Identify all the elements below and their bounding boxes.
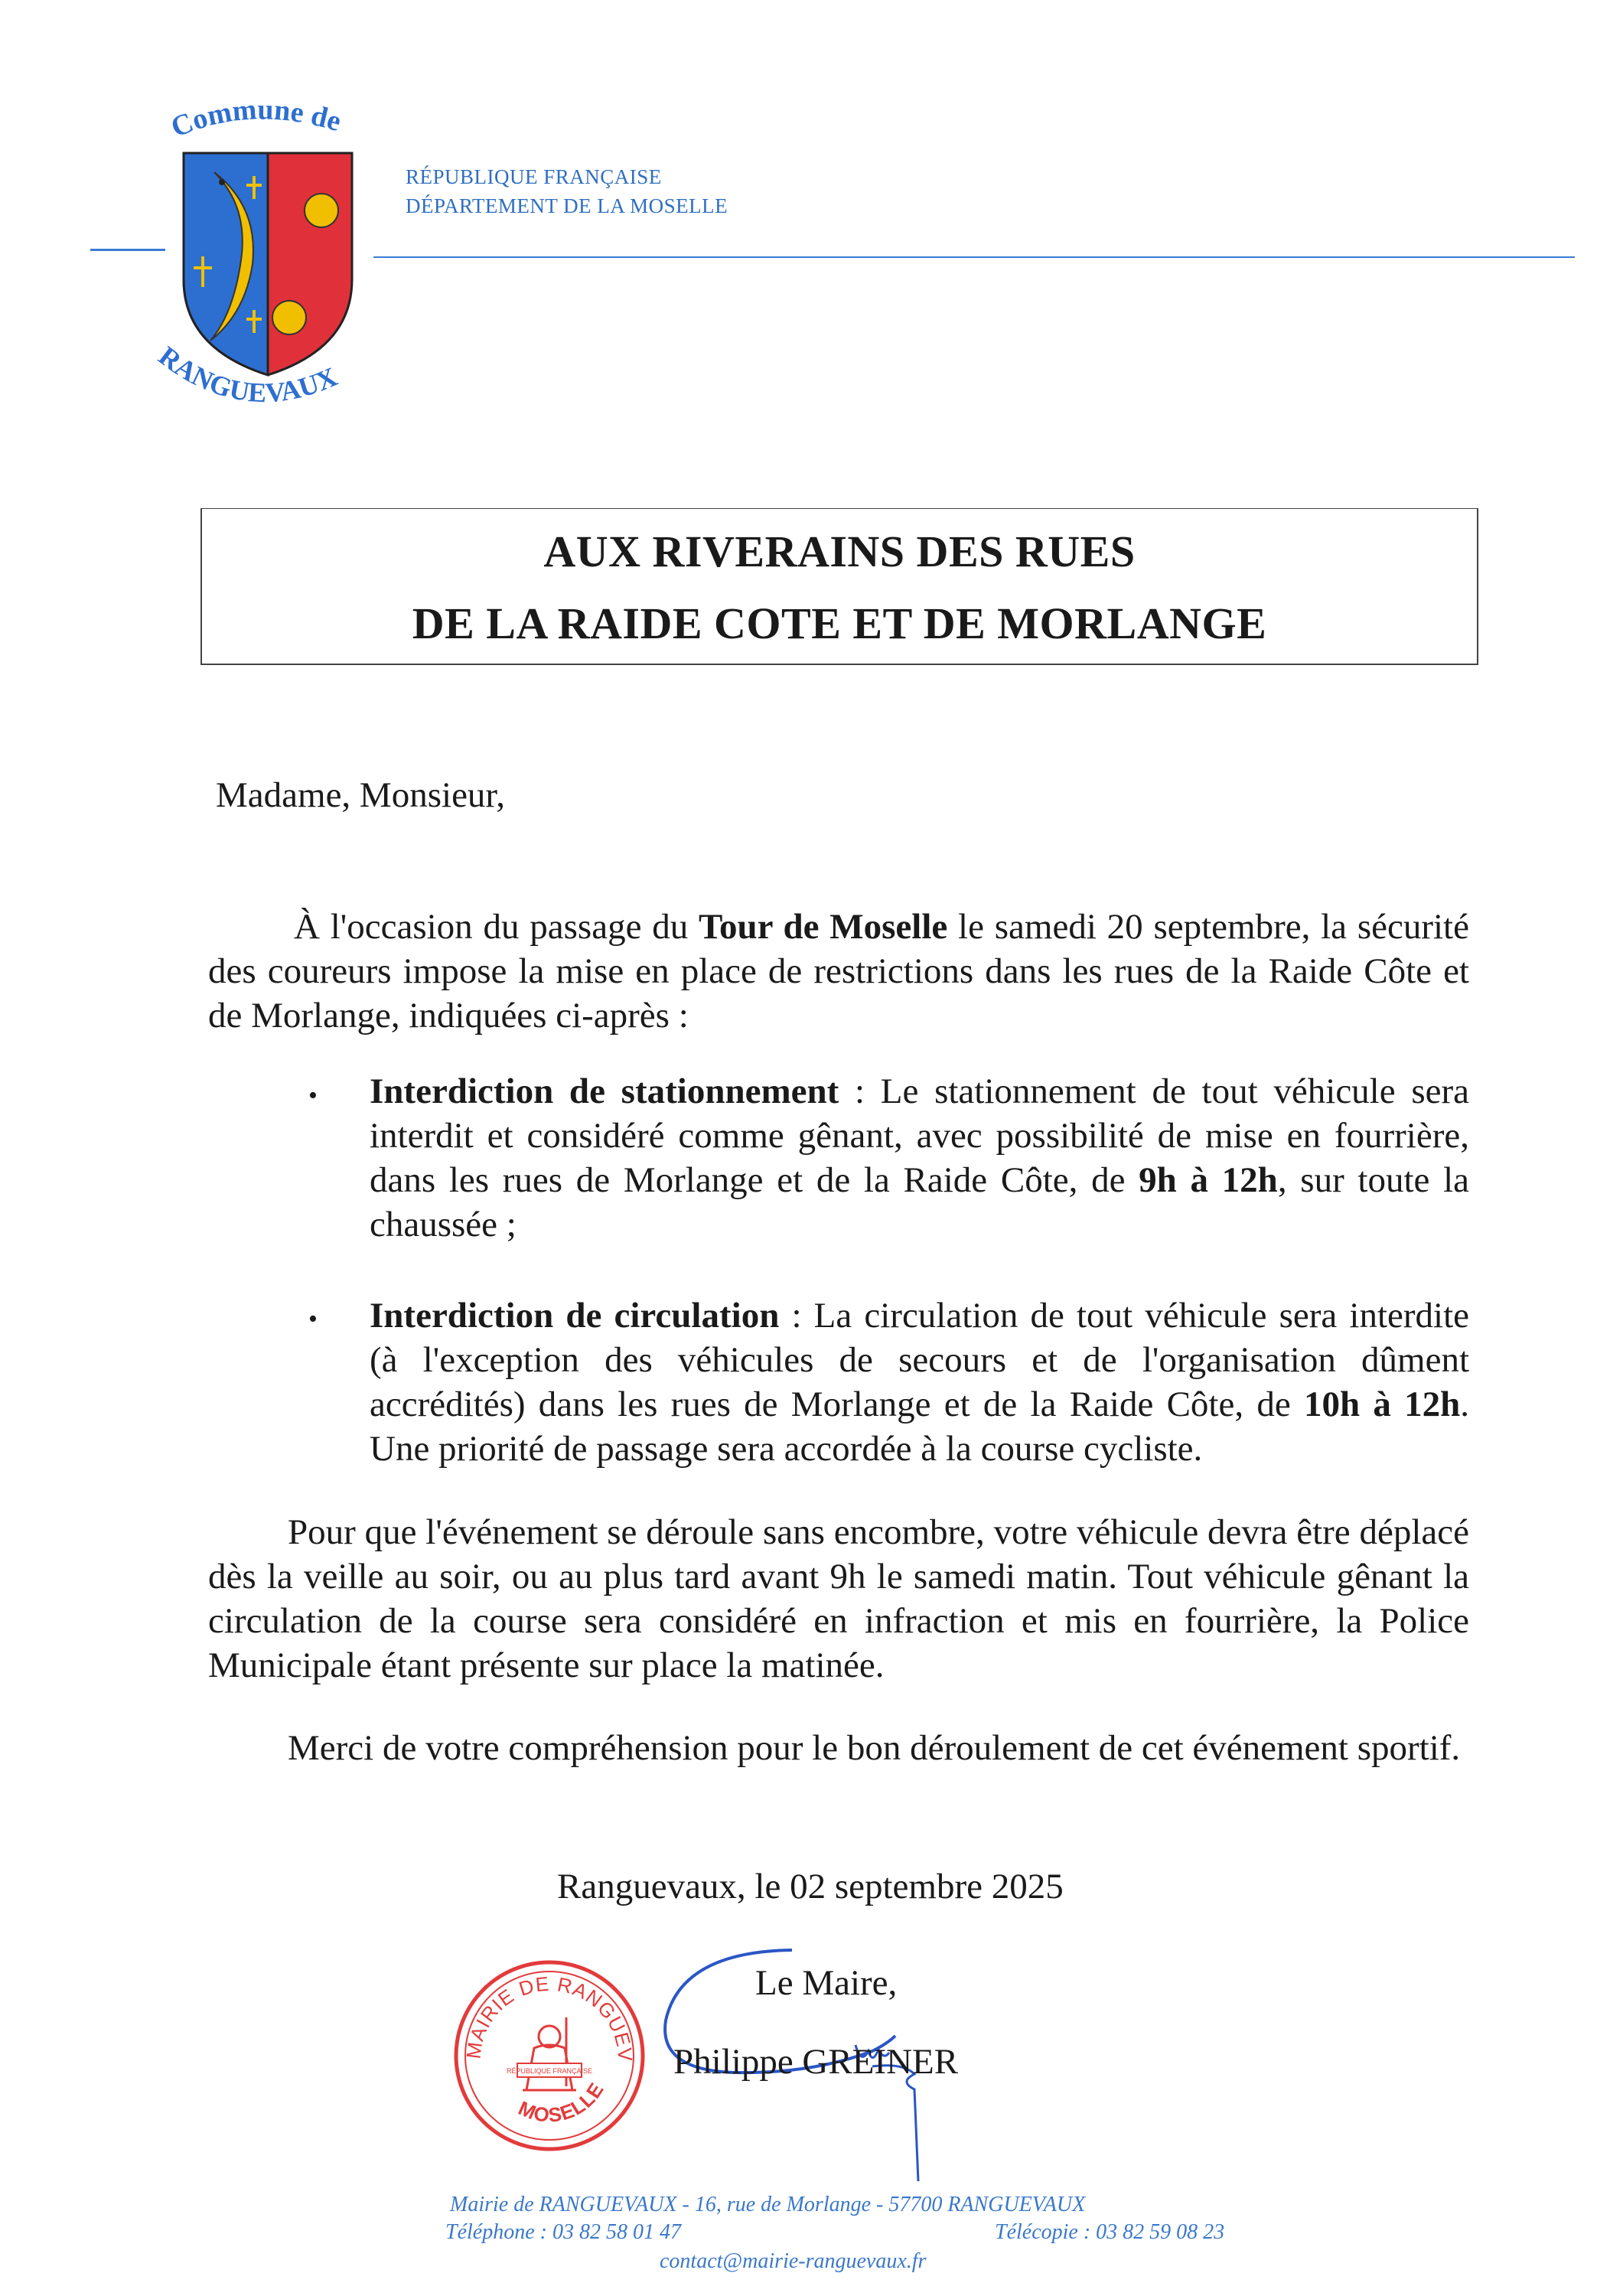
town-stamp [450, 1956, 649, 2155]
footer-phone: Téléphone : 03 82 58 01 47 [445, 2220, 681, 2244]
signer-role: Le Maire, [755, 1963, 898, 2003]
title-line-2: DE LA RAIDE COTE ET DE MORLANGE [412, 598, 1267, 648]
signer-name: Philippe GREINER [673, 2042, 959, 2082]
list-item-traffic: Interdiction de circulation : La circulation de tout véhicule sera interdite (à l'exception des véhicules de secours et de l'organisation dûment accrédités) dans les rues de Morlange et de la Raide Côte, de 10h à 12h. Une priorité de passage sera accordée à la course cycliste. [370, 1296, 1469, 1469]
commune-label: Commune de [166, 93, 345, 145]
svg-text:MOSELLE: MOSELLE [515, 2078, 609, 2127]
stamp-icon [450, 1956, 649, 2155]
title-line-1: AUX RIVERAINS DES RUES [543, 527, 1136, 576]
department-label: DÉPARTEMENT DE LA MOSELLE [406, 194, 728, 217]
footer-email[interactable]: contact@mairie-ranguevaux.fr [660, 2249, 927, 2273]
salutation: Madame, Monsieur, [216, 775, 505, 815]
bullet-dot: • [308, 1305, 318, 1333]
svg-text:MAIRIE DE RANGUEVAUX: MAIRIE DE RANGUEV [461, 1971, 637, 2062]
header-rule-right [373, 256, 1575, 258]
footer-address: Mairie de RANGUEVAUX - 16, rue de Morlange - 57700 RANGUEVAUX [450, 2193, 1086, 2216]
bullet-dot: • [308, 1081, 318, 1110]
svg-text:RÉPUBLIQUE FRANÇAISE: RÉPUBLIQUE FRANÇAISE [506, 2067, 593, 2075]
paragraph-vehicles: Pour que l'événement se déroule sans encombre, votre véhicule devra être déplacé dès la veille au soir, ou au plus tard avant 9h le samedi matin. Tout véhicule gênant la circulation de la course sera considéré en infraction et mis en fourrière, la Police Municipale étant présente sur place la matinée. [208, 1512, 1469, 1685]
title-box [200, 508, 1478, 665]
republic-label: RÉPUBLIQUE FRANÇAISE [406, 165, 662, 188]
republic-header [406, 162, 728, 220]
commune-logo [84, 84, 406, 452]
header-rule-left [90, 249, 165, 251]
town-label: RANGUEVAUX [153, 340, 342, 409]
event-name: Tour de Moselle [699, 907, 948, 947]
paragraph-thanks: Merci de votre compréhension pour le bon déroulement de cet événement sportif. [288, 1728, 1461, 1768]
shield [184, 153, 352, 375]
coat-of-arms-icon [84, 84, 406, 452]
intro-paragraph: À l'occasion du passage du Tour de Moselle le samedi 20 septembre, la sécurité des coureurs impose la mise en place de restrictions dans les rues de la Raide Côte et de Morlange, indiquées ci-après : [208, 907, 1469, 1035]
footer-fax: Télécopie : 03 82 59 08 23 [995, 2220, 1225, 2244]
place-date: Ranguevaux, le 02 septembre 2025 [557, 1867, 1064, 1906]
list-item-parking: Interdiction de stationnement : Le stationnement de tout véhicule sera interdit et considéré comme gênant, avec possibilité de mise en fourrière, dans les rues de Morlange et de la Raide Côte, de 9h à 12h, sur toute la chaussée ; [370, 1071, 1470, 1244]
